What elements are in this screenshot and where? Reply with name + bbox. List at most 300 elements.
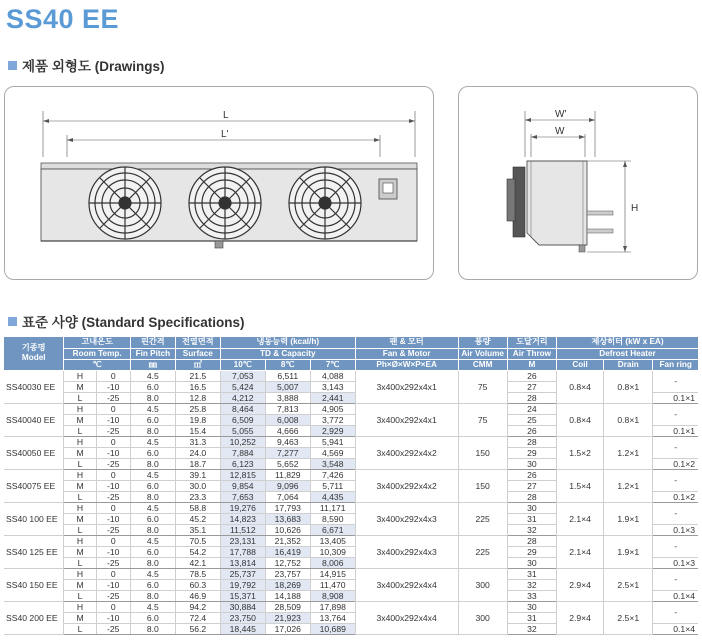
cap-7-cell: 4,905 <box>310 403 355 414</box>
grade-cell: H <box>64 535 96 546</box>
temp-cell: -10 <box>96 513 130 524</box>
surface-cell: 56.2 <box>175 623 220 634</box>
col-fan-header: 팬 & 모터 <box>355 337 458 348</box>
cap-7-cell: 3,143 <box>310 381 355 392</box>
spec-heading <box>8 311 244 331</box>
cap-8-cell: 13,683 <box>265 513 310 524</box>
cap-8-cell: 4,666 <box>265 425 310 436</box>
cap-8-cell: 11,829 <box>265 469 310 480</box>
fin-pitch-cell: 8.0 <box>130 557 175 568</box>
cap-8-cell: 23,757 <box>265 568 310 579</box>
surface-cell: 46.9 <box>175 590 220 601</box>
cap-10-cell: 10,252 <box>220 436 265 447</box>
fin-pitch-cell: 4.5 <box>130 436 175 447</box>
cap-10-cell: 14,823 <box>220 513 265 524</box>
cap-7-cell: 3,548 <box>310 458 355 469</box>
air-throw-cell: 29 <box>507 546 556 557</box>
air-throw-cell: 32 <box>507 579 556 590</box>
coil-cell: 2.9×4 <box>557 568 604 601</box>
cap-7-cell: 2,441 <box>310 392 355 403</box>
fan-ring-dash-cell: - <box>653 436 698 458</box>
fin-pitch-cell: 6.0 <box>130 546 175 557</box>
fin-pitch-cell: 4.5 <box>130 403 175 414</box>
grade-cell: L <box>64 458 96 469</box>
surface-cell: 19.8 <box>175 414 220 425</box>
temp-cell: 0 <box>96 601 130 612</box>
cap-7-cell: 17,898 <box>310 601 355 612</box>
cap-7-cell: 11,470 <box>310 579 355 590</box>
temp-cell: -25 <box>96 557 130 568</box>
fin-pitch-cell: 8.0 <box>130 458 175 469</box>
air-throw-cell: 27 <box>507 480 556 491</box>
table-row <box>4 535 698 546</box>
cap-10-cell: 23,131 <box>220 535 265 546</box>
temp-cell: -25 <box>96 623 130 634</box>
air-throw-cell: 30 <box>507 458 556 469</box>
cap-8-cell: 5,652 <box>265 458 310 469</box>
cap-8-cell: 21,352 <box>265 535 310 546</box>
grade-cell: L <box>64 590 96 601</box>
drain-cell: 1.2×1 <box>604 436 653 469</box>
fan-ring-dash-cell: - <box>653 535 698 557</box>
fan-motor-en: Fan & Motor <box>355 348 458 359</box>
capacity-en: TD & Capacity <box>220 348 355 359</box>
dim-L-label: L <box>223 110 229 121</box>
temp-cell: -10 <box>96 579 130 590</box>
unit-m2: ㎡ <box>175 359 220 370</box>
air-throw-cell: 30 <box>507 557 556 568</box>
cap-10-cell: 9,854 <box>220 480 265 491</box>
cap-7-cell: 13,405 <box>310 535 355 546</box>
air-throw-en: Air Throw <box>507 348 556 359</box>
spec-heading-text: 표준 사양 (Standard Specifications) <box>22 315 245 330</box>
coil-cell: 0.8×4 <box>557 370 604 403</box>
cap-10-cell: 8,464 <box>220 403 265 414</box>
col-air-volume-header: 풍량 <box>458 337 507 348</box>
drawings-heading <box>8 55 164 75</box>
side-view-drawing <box>458 86 698 280</box>
fan-motor-cell: 3x400x292x4x2 <box>355 469 458 502</box>
fin-pitch-cell: 6.0 <box>130 447 175 458</box>
air-volume-cell: 300 <box>458 568 507 601</box>
cap-10-cell: 18,445 <box>220 623 265 634</box>
surface-cell: 58.8 <box>175 502 220 513</box>
surface-cell: 42.1 <box>175 557 220 568</box>
fan-ring-cell: 0.1×4 <box>653 623 698 634</box>
cap-10-cell: 6,509 <box>220 414 265 425</box>
fan-ring-dash-cell: - <box>653 502 698 524</box>
air-throw-cell: 26 <box>507 425 556 436</box>
cap-8-cell: 5,007 <box>265 381 310 392</box>
cap-7-cell: 11,171 <box>310 502 355 513</box>
air-throw-cell: 27 <box>507 381 556 392</box>
defrost-en: Defrost Heater <box>557 348 698 359</box>
surface-en: Surface <box>175 348 220 359</box>
cap-8-cell: 12,752 <box>265 557 310 568</box>
grade-cell: M <box>64 612 96 623</box>
cap-8-cell: 21,923 <box>265 612 310 623</box>
fan-motor-cell: 3x400x292x4x1 <box>355 403 458 436</box>
temp-cell: 0 <box>96 370 130 381</box>
surface-cell: 70.5 <box>175 535 220 546</box>
grade-cell: L <box>64 557 96 568</box>
temp-cell: 0 <box>96 469 130 480</box>
air-throw-cell: 28 <box>507 436 556 447</box>
cap-7-cell: 5,941 <box>310 436 355 447</box>
cap-7-cell: 4,435 <box>310 491 355 502</box>
cap-7-cell: 4,088 <box>310 370 355 381</box>
surface-cell: 15.4 <box>175 425 220 436</box>
cap-7-cell: 7,426 <box>310 469 355 480</box>
temp-cell: -25 <box>96 590 130 601</box>
cap-10-cell: 6,123 <box>220 458 265 469</box>
cap-8-cell: 28,509 <box>265 601 310 612</box>
surface-cell: 94.2 <box>175 601 220 612</box>
temp-cell: -25 <box>96 458 130 469</box>
air-volume-cell: 150 <box>458 469 507 502</box>
air-throw-cell: 30 <box>507 502 556 513</box>
unit-fan-ring: Fan ring <box>653 359 698 370</box>
surface-cell: 72.4 <box>175 612 220 623</box>
fin-pitch-cell: 4.5 <box>130 469 175 480</box>
spec-table <box>4 337 698 635</box>
drain-cell: 0.8×1 <box>604 370 653 403</box>
temp-cell: -10 <box>96 612 130 623</box>
surface-cell: 45.2 <box>175 513 220 524</box>
air-throw-cell: 31 <box>507 513 556 524</box>
cap-10-cell: 5,055 <box>220 425 265 436</box>
cap-7-cell: 10,689 <box>310 623 355 634</box>
air-throw-cell: 28 <box>507 491 556 502</box>
cap-10-cell: 13,814 <box>220 557 265 568</box>
model-name: SS40 125 EE <box>4 535 64 568</box>
fan-ring-dash-cell: - <box>653 568 698 590</box>
grade-cell: L <box>64 623 96 634</box>
fin-pitch-cell: 4.5 <box>130 601 175 612</box>
air-throw-cell: 32 <box>507 524 556 535</box>
surface-cell: 78.5 <box>175 568 220 579</box>
cap-10-cell: 7,653 <box>220 491 265 502</box>
air-throw-cell: 28 <box>507 392 556 403</box>
model-name: SS40 150 EE <box>4 568 64 601</box>
front-view-drawing <box>4 86 434 280</box>
cap-10-cell: 12,815 <box>220 469 265 480</box>
cap-8-cell: 18,269 <box>265 579 310 590</box>
temp-cell: -10 <box>96 381 130 392</box>
grade-cell: H <box>64 403 96 414</box>
fin-pitch-cell: 8.0 <box>130 425 175 436</box>
fan-motor-cell: 3x400x292x4x3 <box>355 535 458 568</box>
cap-7-cell: 6,671 <box>310 524 355 535</box>
fan-ring-cell: 0.1×1 <box>653 392 698 403</box>
temp-cell: -25 <box>96 524 130 535</box>
unit-m: M <box>507 359 556 370</box>
cap-10-cell: 4,212 <box>220 392 265 403</box>
col-fin-pitch-header: 핀간격 <box>130 337 175 348</box>
col-capacity-header: 냉동능력 (kcal/h) <box>220 337 355 348</box>
grade-cell: L <box>64 392 96 403</box>
cap-8-cell: 7,064 <box>265 491 310 502</box>
air-volume-cell: 225 <box>458 535 507 568</box>
table-row <box>4 436 698 447</box>
drain-cell: 1.9×1 <box>604 535 653 568</box>
temp-cell: -25 <box>96 392 130 403</box>
coil-cell: 2.1×4 <box>557 535 604 568</box>
col-air-throw-header: 도달거리 <box>507 337 556 348</box>
air-throw-cell: 24 <box>507 403 556 414</box>
unit-td8: 8℃ <box>265 359 310 370</box>
model-name: SS40040 EE <box>4 403 64 436</box>
cap-8-cell: 7,277 <box>265 447 310 458</box>
air-throw-cell: 31 <box>507 568 556 579</box>
drain-cell: 1.9×1 <box>604 502 653 535</box>
temp-cell: 0 <box>96 535 130 546</box>
fan-ring-cell: 0.1×1 <box>653 425 698 436</box>
temp-cell: 0 <box>96 436 130 447</box>
grade-cell: H <box>64 568 96 579</box>
fan-ring-cell: 0.1×3 <box>653 557 698 568</box>
surface-cell: 35.1 <box>175 524 220 535</box>
temp-cell: -25 <box>96 491 130 502</box>
model-name: SS40030 EE <box>4 370 64 403</box>
cap-10-cell: 25,737 <box>220 568 265 579</box>
dim-Lprime-label: L' <box>221 129 229 140</box>
fin-pitch-cell: 8.0 <box>130 623 175 634</box>
grade-cell: H <box>64 469 96 480</box>
dim-W-label: W <box>555 126 565 137</box>
cap-10-cell: 17,788 <box>220 546 265 557</box>
cap-8-cell: 17,026 <box>265 623 310 634</box>
fin-pitch-cell: 4.5 <box>130 535 175 546</box>
grade-cell: H <box>64 436 96 447</box>
air-volume-cell: 75 <box>458 403 507 436</box>
model-name: SS40075 EE <box>4 469 64 502</box>
fan-ring-cell: 0.1×3 <box>653 524 698 535</box>
air-throw-cell: 33 <box>507 590 556 601</box>
col-defrost-header: 제상히터 (kW x EA) <box>557 337 698 348</box>
coil-cell: 0.8×4 <box>557 403 604 436</box>
surface-cell: 12.8 <box>175 392 220 403</box>
unit-mm: ㎜ <box>130 359 175 370</box>
cap-8-cell: 9,096 <box>265 480 310 491</box>
fin-pitch-cell: 6.0 <box>130 480 175 491</box>
fan-ring-dash-cell: - <box>653 403 698 425</box>
cap-10-cell: 19,792 <box>220 579 265 590</box>
col-room-temp-header: 고내온도 <box>64 337 130 348</box>
air-throw-cell: 31 <box>507 612 556 623</box>
grade-cell: M <box>64 513 96 524</box>
unit-drain: Drain <box>604 359 653 370</box>
fin-pitch-cell: 8.0 <box>130 392 175 403</box>
surface-cell: 21.5 <box>175 370 220 381</box>
cap-10-cell: 11,512 <box>220 524 265 535</box>
table-row <box>4 601 698 612</box>
cap-8-cell: 7,813 <box>265 403 310 414</box>
model-name: SS40 200 EE <box>4 601 64 634</box>
fan-motor-cell: 3x400x292x4x1 <box>355 370 458 403</box>
cap-10-cell: 7,884 <box>220 447 265 458</box>
surface-cell: 25.8 <box>175 403 220 414</box>
surface-cell: 54.2 <box>175 546 220 557</box>
cap-8-cell: 16,419 <box>265 546 310 557</box>
grade-cell: M <box>64 546 96 557</box>
grade-cell: M <box>64 381 96 392</box>
fan-motor-cell: 3x400x292x4x4 <box>355 601 458 634</box>
cap-7-cell: 3,772 <box>310 414 355 425</box>
fan-ring-cell: 0.1×4 <box>653 590 698 601</box>
cap-7-cell: 8,590 <box>310 513 355 524</box>
table-row <box>4 370 698 381</box>
fin-pitch-cell: 6.0 <box>130 513 175 524</box>
air-volume-en: Air Volume <box>458 348 507 359</box>
grade-cell: L <box>64 425 96 436</box>
page-title: SS40 EE <box>6 4 120 34</box>
fan-motor-cell: 3x400x292x4x3 <box>355 502 458 535</box>
cap-7-cell: 5,711 <box>310 480 355 491</box>
front-view-svg <box>5 87 435 281</box>
temp-cell: -25 <box>96 425 130 436</box>
cap-8-cell: 3,888 <box>265 392 310 403</box>
fan-ring-cell: 0.1×2 <box>653 458 698 469</box>
fan-motor-cell: 3x400x292x4x2 <box>355 436 458 469</box>
surface-cell: 60.3 <box>175 579 220 590</box>
air-throw-cell: 26 <box>507 469 556 480</box>
air-volume-cell: 75 <box>458 370 507 403</box>
air-throw-cell: 30 <box>507 601 556 612</box>
cap-10-cell: 23,750 <box>220 612 265 623</box>
air-throw-cell: 25 <box>507 414 556 425</box>
grade-cell: M <box>64 447 96 458</box>
cap-7-cell: 13,764 <box>310 612 355 623</box>
unit-td10: 10℃ <box>220 359 265 370</box>
fin-pitch-cell: 6.0 <box>130 612 175 623</box>
surface-cell: 39.1 <box>175 469 220 480</box>
temp-cell: -10 <box>96 546 130 557</box>
surface-cell: 31.3 <box>175 436 220 447</box>
cap-10-cell: 19,276 <box>220 502 265 513</box>
fan-ring-dash-cell: - <box>653 370 698 392</box>
coil-cell: 1.5×2 <box>557 436 604 469</box>
coil-cell: 1.5×4 <box>557 469 604 502</box>
cap-8-cell: 14,188 <box>265 590 310 601</box>
spec-table-body <box>4 370 698 634</box>
fin-pitch-cell: 8.0 <box>130 524 175 535</box>
col-model-header: 기종명 Model <box>4 337 64 370</box>
table-row <box>4 403 698 414</box>
drain-cell: 0.8×1 <box>604 403 653 436</box>
fan-motor-cell: 3x400x292x4x4 <box>355 568 458 601</box>
cap-10-cell: 5,424 <box>220 381 265 392</box>
air-throw-cell: 28 <box>507 535 556 546</box>
grade-cell: M <box>64 480 96 491</box>
unit-cmm: CMM <box>458 359 507 370</box>
grade-cell: L <box>64 491 96 502</box>
dim-H-label: H <box>631 203 639 214</box>
fin-pitch-cell: 4.5 <box>130 502 175 513</box>
coil-cell: 2.9×4 <box>557 601 604 634</box>
cap-7-cell: 14,915 <box>310 568 355 579</box>
cap-8-cell: 6,511 <box>265 370 310 381</box>
table-row <box>4 568 698 579</box>
fin-pitch-cell: 8.0 <box>130 590 175 601</box>
fin-pitch-cell: 8.0 <box>130 491 175 502</box>
model-name: SS40 100 EE <box>4 502 64 535</box>
air-throw-cell: 32 <box>507 623 556 634</box>
grade-cell: H <box>64 370 96 381</box>
cap-7-cell: 4,569 <box>310 447 355 458</box>
cap-10-cell: 30,884 <box>220 601 265 612</box>
fan-ring-cell: 0.1×2 <box>653 491 698 502</box>
surface-cell: 23.3 <box>175 491 220 502</box>
cap-10-cell: 7,053 <box>220 370 265 381</box>
table-row <box>4 502 698 513</box>
cap-7-cell: 10,309 <box>310 546 355 557</box>
cap-7-cell: 8,908 <box>310 590 355 601</box>
grade-cell: H <box>64 502 96 513</box>
air-throw-cell: 26 <box>507 370 556 381</box>
fin-pitch-cell: 4.5 <box>130 370 175 381</box>
fan-ring-dash-cell: - <box>653 601 698 623</box>
cap-7-cell: 2,929 <box>310 425 355 436</box>
cap-8-cell: 17,793 <box>265 502 310 513</box>
side-view-svg <box>459 87 699 281</box>
drain-cell: 2.5×1 <box>604 568 653 601</box>
cap-8-cell: 9,463 <box>265 436 310 447</box>
air-volume-cell: 300 <box>458 601 507 634</box>
temp-cell: -10 <box>96 414 130 425</box>
fin-pitch-cell: 6.0 <box>130 579 175 590</box>
unit-temp: ℃ <box>64 359 130 370</box>
cap-7-cell: 8,006 <box>310 557 355 568</box>
surface-cell: 30.0 <box>175 480 220 491</box>
dim-Wprime-label: W' <box>555 109 567 120</box>
col-surface-header: 전열면적 <box>175 337 220 348</box>
fin-pitch-cell: 6.0 <box>130 414 175 425</box>
section-square-icon <box>8 317 17 326</box>
unit-fan: Ph×Ø×W×P×EA <box>355 359 458 370</box>
grade-cell: L <box>64 524 96 535</box>
surface-cell: 18.7 <box>175 458 220 469</box>
drain-cell: 2.5×1 <box>604 601 653 634</box>
drain-cell: 1.2×1 <box>604 469 653 502</box>
air-volume-cell: 150 <box>458 436 507 469</box>
air-throw-cell: 29 <box>507 447 556 458</box>
grade-cell: M <box>64 414 96 425</box>
grade-cell: M <box>64 579 96 590</box>
temp-cell: 0 <box>96 568 130 579</box>
fin-pitch-cell: 6.0 <box>130 381 175 392</box>
unit-td7: 7℃ <box>310 359 355 370</box>
table-row <box>4 469 698 480</box>
temp-cell: -10 <box>96 447 130 458</box>
fin-pitch-cell: 4.5 <box>130 568 175 579</box>
fin-pitch-en: Fin Pitch <box>130 348 175 359</box>
model-name: SS40050 EE <box>4 436 64 469</box>
room-temp-en: Room Temp. <box>64 348 130 359</box>
temp-cell: 0 <box>96 403 130 414</box>
cap-10-cell: 15,371 <box>220 590 265 601</box>
cap-8-cell: 10,626 <box>265 524 310 535</box>
section-square-icon <box>8 61 17 70</box>
drawings-heading-text: 제품 외형도 (Drawings) <box>22 59 165 74</box>
coil-cell: 2.1×4 <box>557 502 604 535</box>
surface-cell: 16.5 <box>175 381 220 392</box>
temp-cell: -10 <box>96 480 130 491</box>
cap-8-cell: 6,008 <box>265 414 310 425</box>
temp-cell: 0 <box>96 502 130 513</box>
grade-cell: H <box>64 601 96 612</box>
air-volume-cell: 225 <box>458 502 507 535</box>
